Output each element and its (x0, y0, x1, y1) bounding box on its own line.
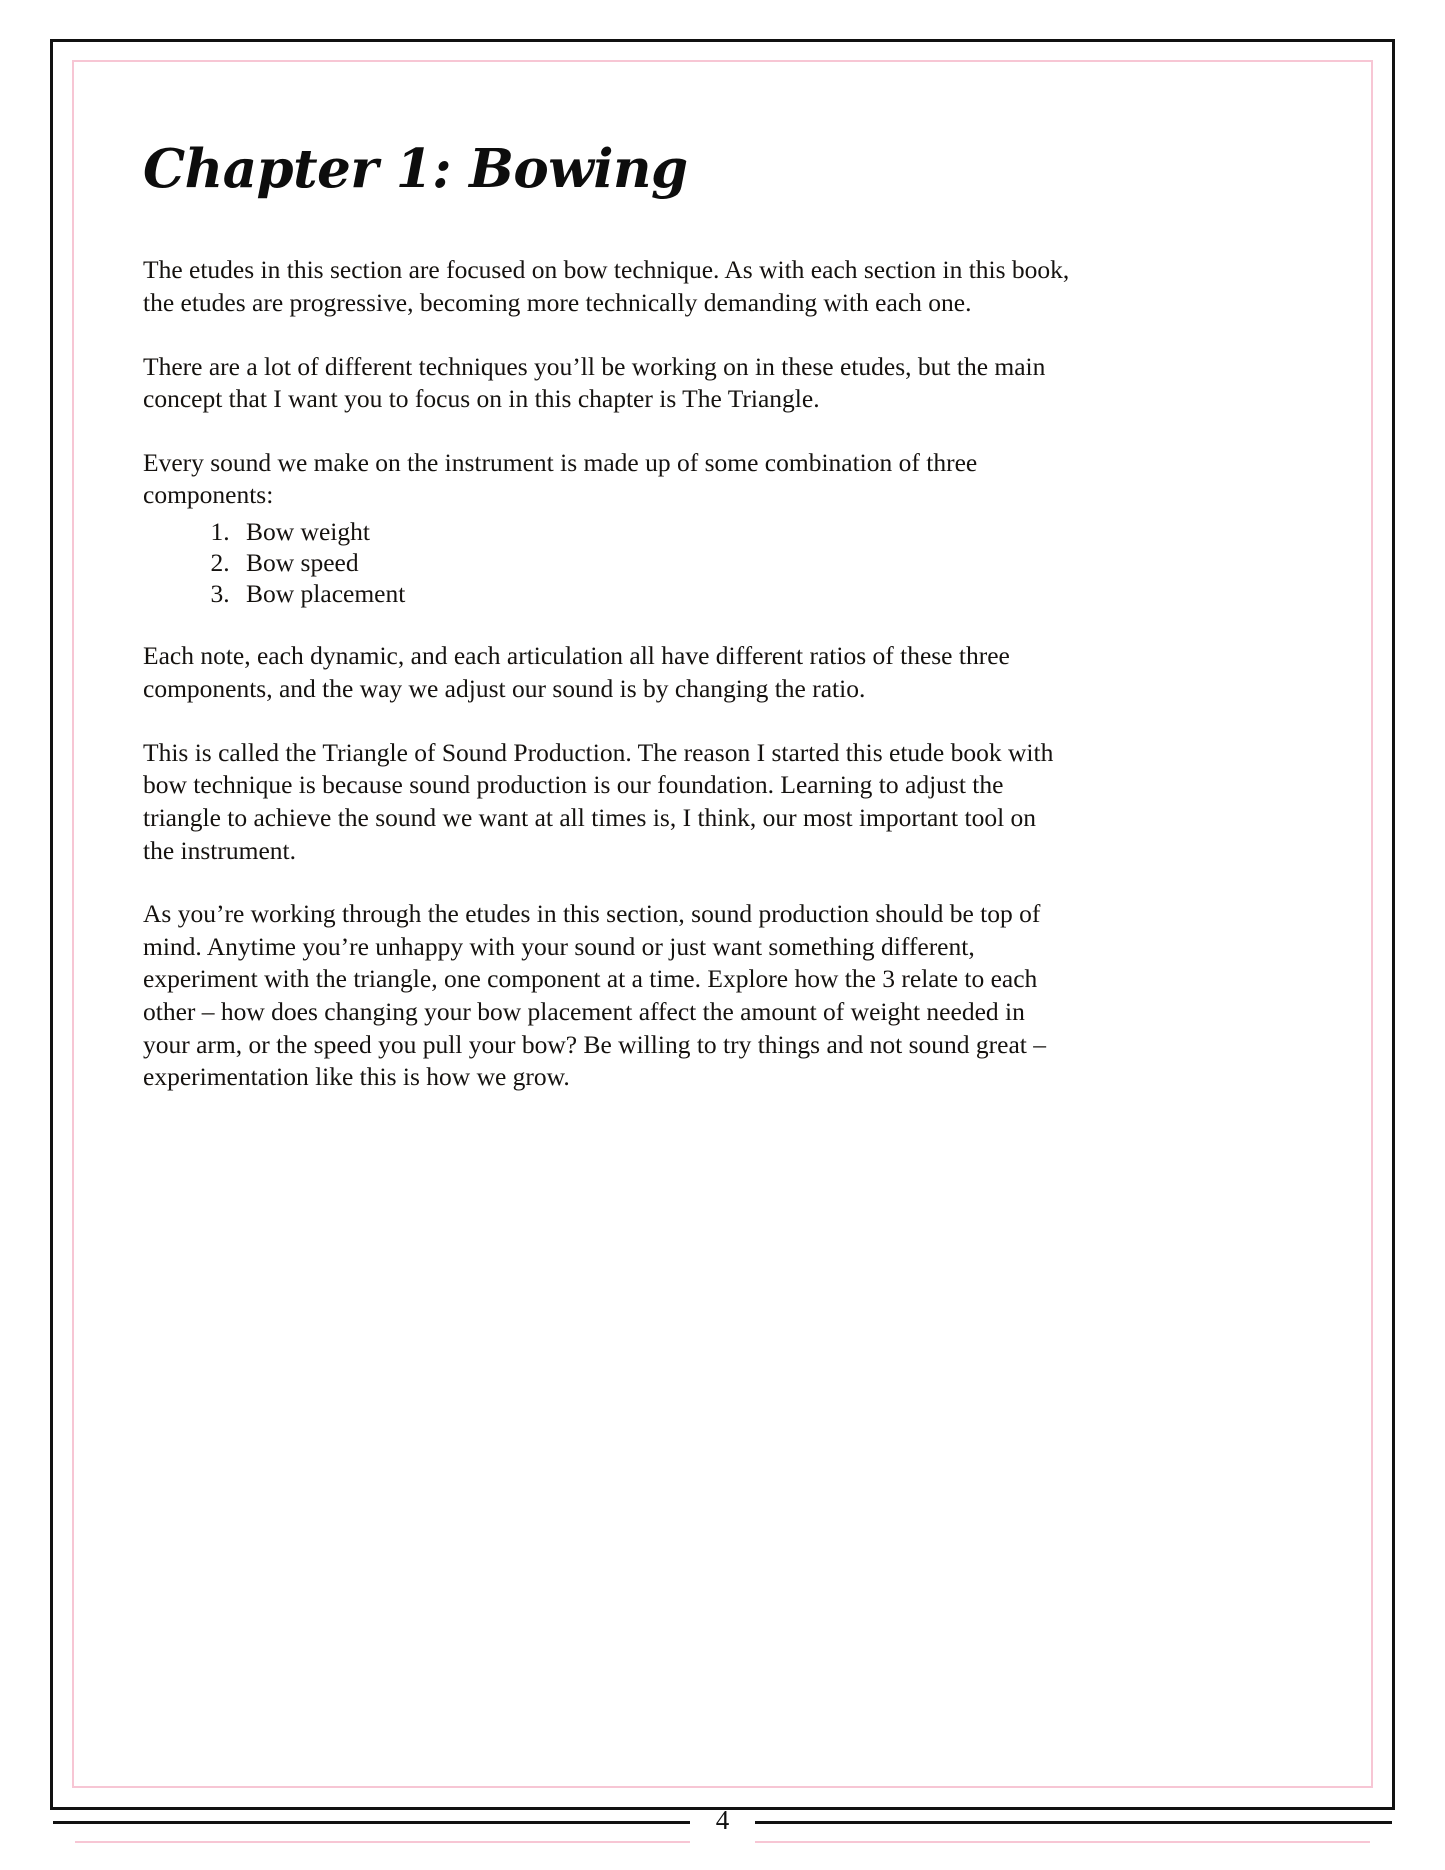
paragraph-practice-advice: As you’re working through the etudes in this section, sound production should be top of mind. Anytime you’re unhappy with your sound or just want something different, experiment with the triangle, one component at a time. Explore how the 3 relate to each other – how does changing your bow placement affect the amount of weight needed in your arm, or the speed you pull your bow? Be willing to try things and not sound great – experimentation like this is how we grow. (143, 899, 1046, 1092)
paragraph-intro: The etudes in this section are focused on bow technique. As with each section in this book, the etudes are progressive, becoming more technically demanding with each one. (143, 255, 1070, 317)
list-item: 2. Bow speed (236, 547, 1073, 578)
page-title: Chapter 1: Bowing (143, 138, 688, 200)
page-content (143, 140, 1073, 1125)
page-number: 4 (715, 1804, 730, 1835)
paragraph-ratios: Each note, each dynamic, and each articulation all have different ratios of these three components, and the way we adjust our sound is by changing the ratio. (143, 641, 1010, 703)
list-item: 1. Bow weight (236, 516, 1073, 547)
footer-rule-left (53, 1821, 690, 1824)
triangle-components-list (143, 516, 1073, 609)
paragraph-techniques: There are a lot of different techniques you’ll be working on in these etudes, but the main concept that I want you to focus on in this chapter is The Triangle. (143, 351, 1046, 414)
paragraph-triangle-of-sound-production: This is called the Triangle of Sound Production. The reason I started this etude book with bow technique is because sound production is our foundation. Learning to adjust the triangle to achieve the sound we want at all times is, I think, our most important tool on the instrument. (143, 737, 1054, 865)
footer-rule-right (755, 1821, 1392, 1824)
list-item: 3. Bow placement (236, 578, 1073, 609)
paragraph-components-lead-in: Every sound we make on the instrument is made up of some combination of three components: (143, 447, 978, 510)
page-footer (53, 1802, 1392, 1842)
